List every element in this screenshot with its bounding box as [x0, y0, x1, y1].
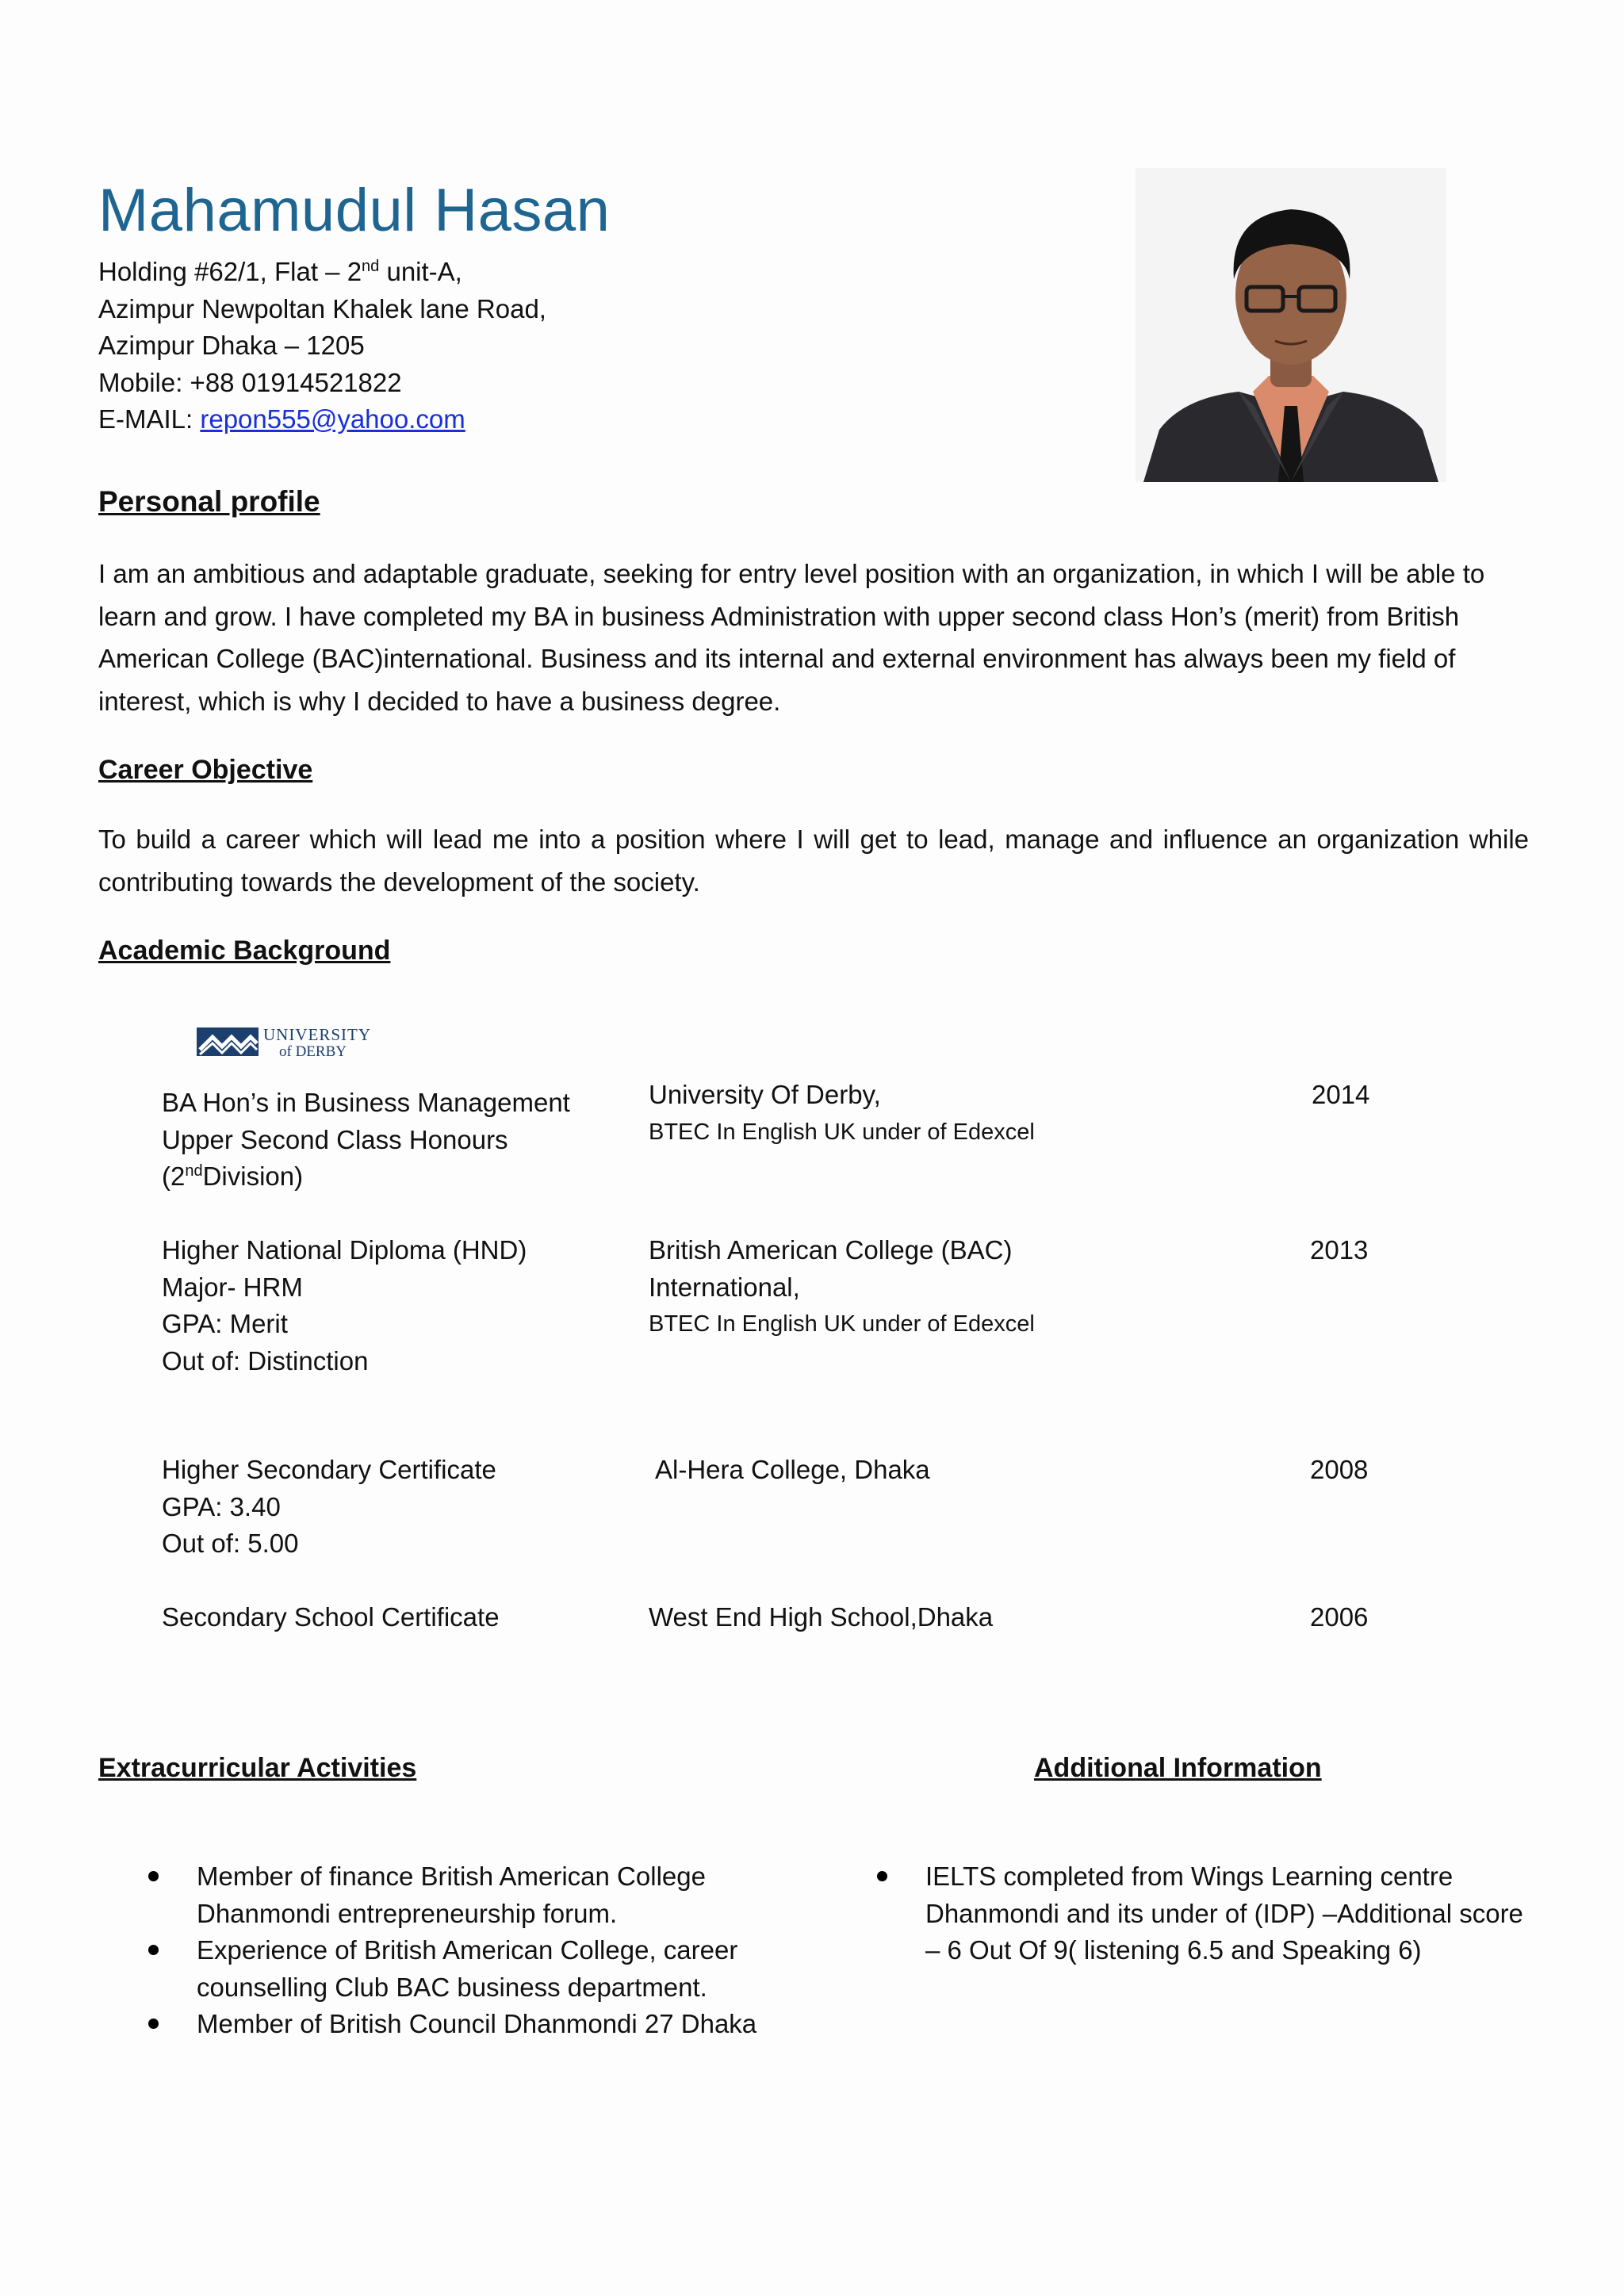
- additional-information-list: [827, 1858, 1525, 1969]
- additional-information-heading: Additional Information: [1034, 1753, 1322, 1783]
- extracurricular-item: Member of British Council Dhanmondi 27 Dhaka: [98, 2006, 812, 2043]
- mobile-number: Mobile: +88 01914521822: [98, 367, 402, 397]
- academic-entry-3-year: 2008: [1310, 1455, 1369, 1484]
- bullet-icon: [148, 1945, 159, 1955]
- academic-entry-1-degree: BA Hon’s in Business Management Upper Second Class Honours (2ndDivision): [162, 1088, 570, 1191]
- career-objective-text: To build a career which will lead me into a position where I will get to lead, manage and influence an organization while contributing towards the development of the society.: [98, 825, 1529, 897]
- career-objective-heading: Career Objective: [98, 755, 313, 785]
- address-line-2: Azimpur Newpoltan Khalek lane Road,: [98, 293, 546, 323]
- academic-entry-2-degree: Higher National Diploma (HND) Major- HRM GPA: Merit Out of: Distinction: [162, 1235, 527, 1376]
- university-of-derby-logo: [197, 1023, 403, 1061]
- academic-entry-1-year: 2014: [1312, 1080, 1370, 1109]
- academic-entry-3-institution: Al-Hera College, Dhaka: [655, 1455, 930, 1484]
- academic-entry-4-institution: West End High School,Dhaka: [649, 1602, 994, 1632]
- personal-profile-heading: Personal profile: [98, 485, 320, 518]
- email-link[interactable]: repon555@yahoo.com: [200, 404, 465, 434]
- address-line-3: Azimpur Dhaka – 1205: [98, 331, 365, 360]
- candidate-name: Mahamudul Hasan: [98, 177, 611, 244]
- contact-block: [98, 254, 546, 438]
- bullet-icon: [148, 1871, 159, 1881]
- bullet-icon: [877, 1871, 887, 1881]
- academic-entry-4-degree: Secondary School Certificate: [162, 1602, 500, 1632]
- extracurricular-heading: Extracurricular Activities: [98, 1753, 417, 1783]
- academic-entry-2-institution: British American College (BAC) International, BTEC In English UK under of Edexcel: [649, 1235, 1035, 1337]
- academic-background-heading: Academic Background: [98, 936, 391, 966]
- academic-entry-4-year: 2006: [1310, 1602, 1369, 1632]
- profile-photo: [1136, 168, 1446, 482]
- logo-text-derby: of DERBY: [279, 1043, 347, 1060]
- academic-entry-1-institution: University Of Derby, BTEC In English UK under of Edexcel: [649, 1080, 1035, 1145]
- personal-profile-text: I am an ambitious and adaptable graduate, seeking for entry level position with an organization, in which I will be able to learn and grow. I have completed my BA in business Administration with upper second class Hon’s (merit) from British American College (BAC)international. Business and its internal and external environment has always been my field of interest, which is why I decided to have a business degree.: [98, 559, 1485, 716]
- logo-text-university: UNIVERSITY: [263, 1025, 371, 1044]
- extracurricular-item: Member of finance British American College Dhanmondi entrepreneurship forum.: [98, 1858, 812, 1932]
- academic-entry-3-degree: Higher Secondary Certificate GPA: 3.40 Out of: 5.00: [162, 1455, 496, 1558]
- bullet-icon: [148, 2019, 159, 2029]
- extracurricular-list: [98, 1858, 812, 2043]
- academic-entry-2-year: 2013: [1310, 1235, 1369, 1265]
- extracurricular-item: Experience of British American College, career counselling Club BAC business department.: [98, 1932, 812, 2006]
- address-line-1: Holding #62/1, Flat – 2nd unit-A,: [98, 257, 462, 286]
- additional-information-item: IELTS completed from Wings Learning centre Dhanmondi and its under of (IDP) –Additional score – 6 Out Of 9( listening 6.5 and Speaking 6): [827, 1858, 1525, 1969]
- email-row: E-MAIL: repon555@yahoo.com: [98, 404, 465, 434]
